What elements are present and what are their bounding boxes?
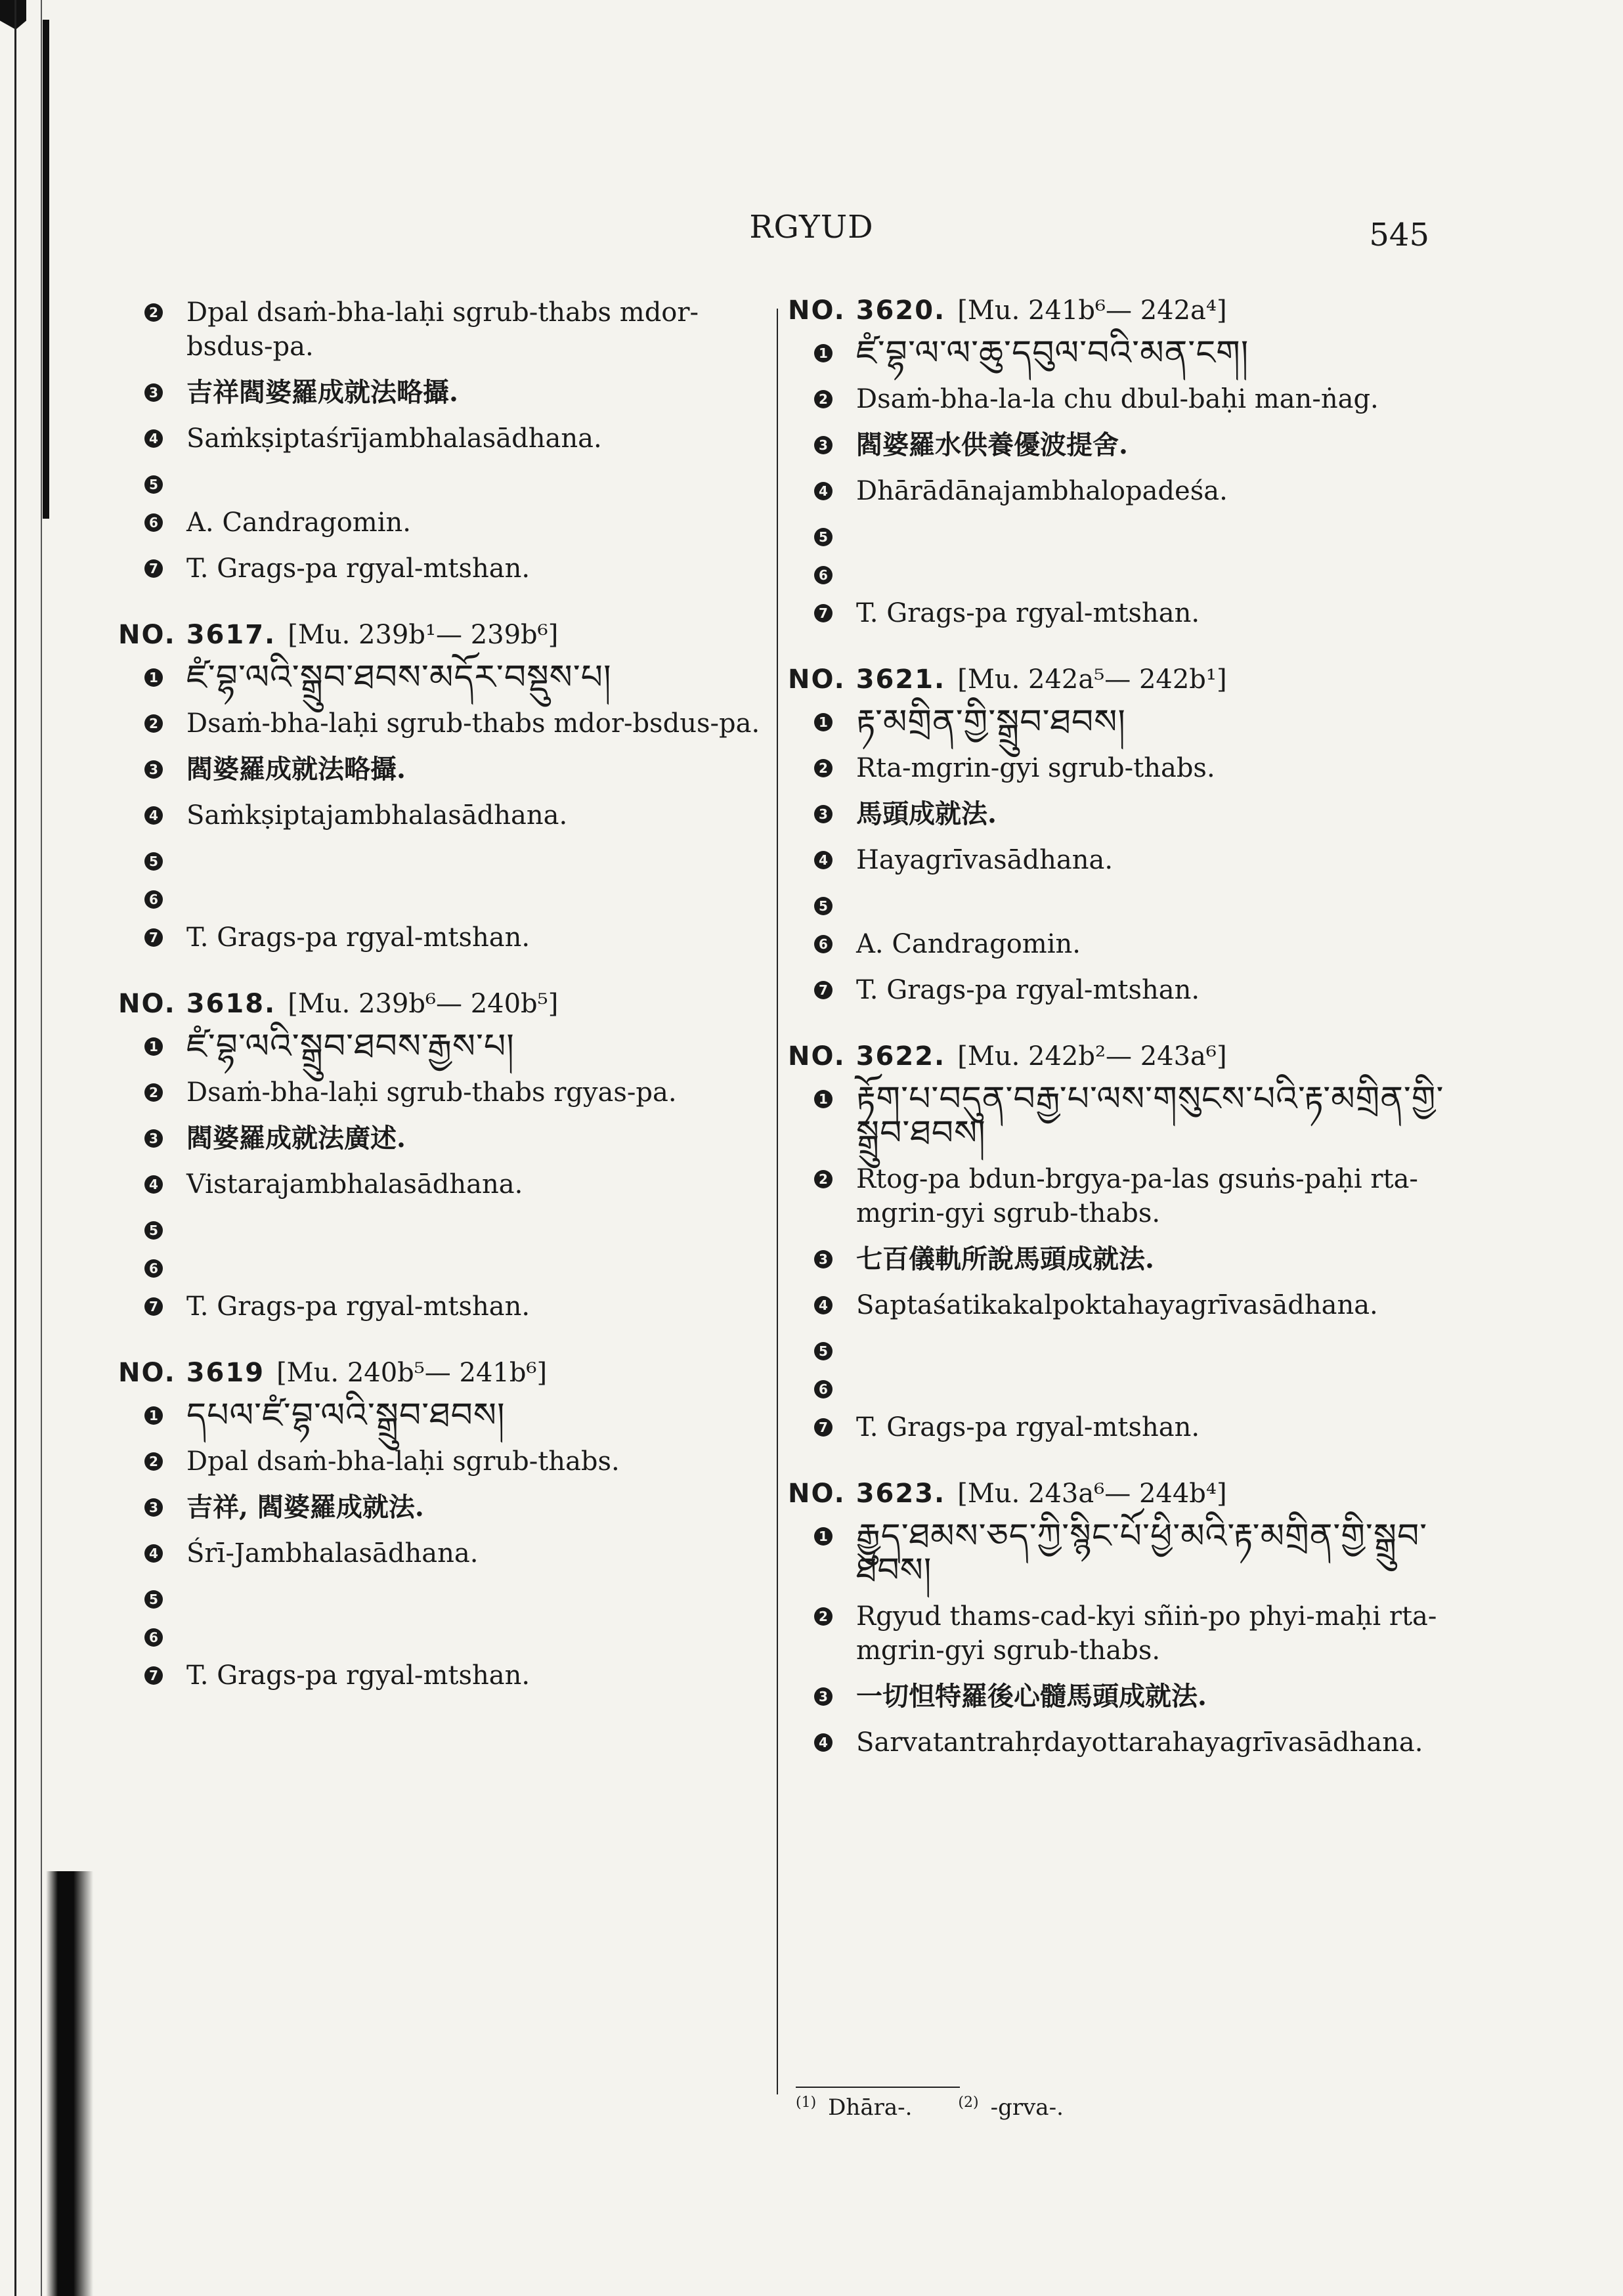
field-text: T. Grags-pa rgyal-mtshan. (186, 1291, 530, 1322)
footnote-text: -grva-. (990, 2094, 1064, 2121)
entry-field (788, 520, 1451, 546)
field-text: T. Grags-pa rgyal-mtshan. (186, 553, 530, 584)
entry-heading (788, 1479, 1451, 1509)
field-number-marker: 5 (814, 897, 833, 915)
entry-field (118, 506, 768, 540)
entry-number: NO. 3621. (788, 664, 946, 695)
field-number-marker: 2 (814, 1170, 833, 1188)
entry-field (788, 1679, 1451, 1714)
entry-field (118, 295, 768, 364)
entry-number: NO. 3622. (788, 1041, 946, 1072)
entry-field (788, 1410, 1451, 1444)
entry-field (788, 889, 1451, 915)
entry-number: NO. 3620. (788, 295, 946, 326)
entry-heading (788, 295, 1451, 326)
entry-field (118, 1582, 768, 1609)
field-number-marker: 6 (814, 935, 833, 953)
entry-field (788, 1162, 1451, 1230)
left-column (118, 295, 768, 1727)
entry-field (118, 1289, 768, 1324)
field-number-marker: 6 (144, 513, 163, 532)
entry-number: NO. 3618. (118, 989, 276, 1019)
binding-shadow-top (43, 20, 49, 519)
field-number-marker: 6 (144, 890, 163, 909)
entry-field (788, 596, 1451, 630)
field-text: T. Grags-pa rgyal-mtshan. (856, 598, 1200, 628)
field-text: Saptaśatikakalpoktahayagrīvasādhana. (856, 1290, 1378, 1320)
footnotes (796, 2094, 1110, 2121)
entry-field (788, 334, 1451, 373)
entry-field (118, 1251, 768, 1278)
entry-field (118, 1167, 768, 1202)
binding-shadow-bottom (46, 1871, 125, 2296)
footnote (796, 2094, 912, 2121)
footnote-text: Dhāra-. (828, 2094, 913, 2121)
entry-field (118, 467, 768, 494)
entry-folio-reference: [Mu. 242b²— 243a⁶] (957, 1041, 1227, 1072)
field-number-marker: 1 (814, 1090, 833, 1108)
entry-folio-reference: [Mu. 240b⁵— 241b⁶] (276, 1358, 548, 1388)
field-number-marker: 2 (814, 759, 833, 777)
running-head: RGYUD (749, 209, 874, 246)
entry-field (118, 552, 768, 586)
field-number-marker: 7 (144, 1297, 163, 1316)
page-edge-line (14, 0, 16, 2296)
field-number-marker: 5 (144, 475, 163, 494)
chinese-title: 閻婆羅成就法略攝. (186, 754, 406, 785)
field-number-marker: 6 (814, 566, 833, 584)
entry-field (788, 1372, 1451, 1398)
field-number-marker: 2 (814, 390, 833, 408)
field-text: Vistarajambhalasādhana. (186, 1169, 523, 1200)
chinese-title: 吉祥, 閻婆羅成就法. (186, 1492, 424, 1523)
tibetan-title: རྟ་མགྲིན་གྱི་སྒྲུབ་ཐབས། (856, 703, 1126, 742)
field-number-marker: 2 (144, 714, 163, 733)
entry-field (788, 382, 1451, 416)
field-number-marker: 6 (144, 1259, 163, 1278)
field-text: T. Grags-pa rgyal-mtshan. (186, 922, 530, 953)
field-text: Rtog-pa bdun-brgya-pa-las gsuṅs-paḥi rta-mgrin-gyi sgrub-thabs. (856, 1164, 1418, 1228)
field-number-marker: 7 (144, 559, 163, 578)
entry-field (788, 1242, 1451, 1276)
entry-field (788, 1334, 1451, 1360)
entry-folio-reference: [Mu. 239b⁶— 240b⁵] (288, 989, 559, 1019)
field-number-marker: 5 (814, 1342, 833, 1360)
field-number-marker: 5 (144, 1221, 163, 1240)
field-number-marker: 7 (144, 928, 163, 947)
chinese-title: 一切怛特羅後心髓馬頭成就法. (856, 1681, 1207, 1712)
entry-field (788, 1519, 1451, 1588)
field-number-marker: 6 (814, 1380, 833, 1398)
field-text: Śrī-Jambhalasādhana. (186, 1538, 479, 1569)
field-number-marker: 5 (144, 1590, 163, 1609)
field-number-marker: 2 (144, 1452, 163, 1471)
field-number-marker: 2 (144, 1083, 163, 1102)
field-number-marker: 6 (144, 1628, 163, 1647)
field-number-marker: 7 (144, 1666, 163, 1685)
entry-field (788, 428, 1451, 462)
entry-field (118, 752, 768, 787)
field-number-marker: 4 (144, 429, 163, 448)
entry-field (118, 844, 768, 871)
field-text: Rta-mgrin-gyi sgrub-thabs. (856, 753, 1215, 783)
entry-field (118, 1029, 768, 1064)
entry-field (788, 1288, 1451, 1322)
field-text: Dsaṁ-bha-la-la chu dbul-baḥi man-ṅag. (856, 384, 1379, 414)
column-divider (777, 309, 778, 2094)
field-number-marker: 7 (814, 981, 833, 999)
page-edge-line-inner (41, 0, 42, 2296)
entry-field (118, 1620, 768, 1647)
entry-field (788, 703, 1451, 742)
field-number-marker: 3 (144, 383, 163, 402)
footnote (958, 2094, 1063, 2121)
field-number-marker: 3 (814, 1250, 833, 1268)
field-number-marker: 7 (814, 604, 833, 622)
entry-folio-reference: [Mu. 243a⁶— 244b⁴] (957, 1479, 1227, 1509)
entry-number: NO. 3617. (118, 620, 276, 650)
entry-field (118, 376, 768, 410)
entry-field (788, 1599, 1451, 1668)
field-text: Dpal dsaṁ-bha-laḥi sgrub-thabs mdor-bsdus-pa. (186, 297, 699, 362)
entry-field (118, 798, 768, 833)
page-number: 545 (1369, 217, 1429, 253)
field-text: Rgyud thams-cad-kyi sñiṅ-po phyi-maḥi rta-mgrin-gyi sgrub-thabs. (856, 1601, 1437, 1666)
field-number-marker: 2 (144, 303, 163, 322)
field-text: A. Candragomin. (186, 508, 411, 538)
entry-field (788, 1725, 1451, 1760)
catalog-entry (788, 664, 1451, 1007)
entry-field (118, 1075, 768, 1110)
entry-heading (788, 664, 1451, 695)
field-number-marker: 1 (144, 1406, 163, 1425)
field-number-marker: 3 (144, 760, 163, 779)
entry-field (788, 1079, 1451, 1153)
entry-field (788, 973, 1451, 1007)
footnote-mark: (2) (958, 2094, 979, 2111)
field-number-marker: 3 (814, 805, 833, 823)
entry-field (118, 882, 768, 909)
entry-field (788, 751, 1451, 785)
entry-field (118, 1490, 768, 1525)
field-number-marker: 4 (814, 851, 833, 869)
tibetan-title: རྟོག་པ་བདུན་བརྒྱ་པ་ལས་གསུངས་པའི་རྟ་མགྲིན་གྱི་སྒྲུབ་ཐབས། (856, 1079, 1444, 1153)
field-number-marker: 5 (814, 528, 833, 546)
field-number-marker: 1 (144, 668, 163, 687)
field-number-marker: 4 (814, 1733, 833, 1752)
field-text: Saṁkṣiptaśrījambhalasādhana. (186, 423, 602, 454)
field-text: Sarvatantrahṛdayottarahayagrīvasādhana. (856, 1727, 1423, 1758)
field-number-marker: 3 (814, 1687, 833, 1706)
entry-field (788, 797, 1451, 831)
entry-field (788, 927, 1451, 961)
entry-field (788, 474, 1451, 508)
entry-field (118, 1536, 768, 1570)
field-number-marker: 3 (814, 436, 833, 454)
chinese-title: 七百儀軌所說馬頭成就法. (856, 1244, 1154, 1274)
field-number-marker: 5 (144, 852, 163, 871)
field-text: Dsaṁ-bha-laḥi sgrub-thabs rgyas-pa. (186, 1077, 677, 1108)
entry-heading (788, 1041, 1451, 1072)
field-number-marker: 3 (144, 1129, 163, 1148)
tibetan-title: ཛཾ་བྷ་ལ་ལ་ཆུ་དབུལ་བའི་མན་ངག། (856, 334, 1249, 373)
field-number-marker: 4 (144, 806, 163, 825)
entry-heading (118, 620, 768, 650)
binding-mark (0, 0, 26, 30)
footnote-mark: (1) (796, 2094, 817, 2111)
entry-folio-reference: [Mu. 239b¹— 239b⁶] (288, 620, 559, 650)
entry-field (118, 422, 768, 456)
entry-field (118, 658, 768, 697)
field-text: T. Grags-pa rgyal-mtshan. (856, 1412, 1200, 1442)
tibetan-title: ཛཾ་བྷ་ལའི་སྒྲུབ་ཐབས་མདོར་བསྡུས་པ། (186, 658, 612, 697)
field-number-marker: 1 (814, 344, 833, 362)
field-number-marker: 7 (814, 1418, 833, 1437)
entry-field (118, 706, 768, 741)
field-text: T. Grags-pa rgyal-mtshan. (186, 1660, 530, 1691)
field-text: A. Candragomin. (856, 929, 1081, 959)
field-number-marker: 4 (814, 482, 833, 500)
field-text: Dpal dsaṁ-bha-laḥi sgrub-thabs. (186, 1446, 620, 1477)
catalog-entry (118, 295, 768, 586)
chinese-title: 閻婆羅成就法廣述. (186, 1123, 406, 1154)
entry-field (788, 843, 1451, 877)
chinese-title: 吉祥閻婆羅成就法略攝. (186, 377, 458, 408)
tibetan-title: ཛཾ་བྷ་ལའི་སྒྲུབ་ཐབས་རྒྱས་པ། (186, 1027, 515, 1066)
catalog-entry (788, 1041, 1451, 1444)
catalog-entry (118, 620, 768, 955)
right-column (788, 295, 1451, 1794)
field-number-marker: 1 (144, 1037, 163, 1056)
catalog-entry (118, 989, 768, 1324)
entry-folio-reference: [Mu. 241b⁶— 242a⁴] (957, 295, 1227, 326)
chinese-title: 馬頭成就法. (856, 798, 997, 829)
field-number-marker: 4 (144, 1175, 163, 1194)
entry-folio-reference: [Mu. 242a⁵— 242b¹] (957, 664, 1227, 695)
field-number-marker: 1 (814, 1527, 833, 1546)
entry-number: NO. 3619 (118, 1358, 265, 1388)
entry-field (118, 921, 768, 955)
catalog-entry (118, 1358, 768, 1693)
entry-number: NO. 3623. (788, 1479, 946, 1509)
catalog-entry (788, 295, 1451, 630)
entry-heading (118, 1358, 768, 1388)
field-text: Dhārādānajambhalopadeśa. (856, 476, 1228, 506)
catalog-entry (788, 1479, 1451, 1760)
field-text: Saṁkṣiptajambhalasādhana. (186, 800, 568, 831)
tibetan-title: དཔལ་ཛཾ་བྷ་ལའི་སྒྲུབ་ཐབས། (186, 1396, 506, 1435)
field-number-marker: 2 (814, 1607, 833, 1626)
entry-field (118, 1398, 768, 1433)
field-text: Dsaṁ-bha-laḥi sgrub-thabs mdor-bsdus-pa. (186, 708, 760, 739)
chinese-title: 閻婆羅水供養優波提舍. (856, 429, 1128, 460)
entry-field (118, 1658, 768, 1693)
entry-heading (118, 989, 768, 1019)
field-text: T. Grags-pa rgyal-mtshan. (856, 975, 1200, 1005)
footnote-rule (796, 2087, 960, 2088)
entry-field (118, 1213, 768, 1240)
field-text: Hayagrīvasādhana. (856, 845, 1114, 875)
field-number-marker: 3 (144, 1498, 163, 1517)
entry-field (118, 1121, 768, 1156)
entry-field (788, 558, 1451, 584)
field-number-marker: 1 (814, 713, 833, 731)
entry-field (118, 1444, 768, 1479)
field-number-marker: 4 (144, 1544, 163, 1563)
field-number-marker: 4 (814, 1296, 833, 1314)
tibetan-title: རྒྱུད་ཐམས་ཅད་ཀྱི་སྙིང་པོ་ཕྱི་མའི་རྟ་མགྲིན་གྱི་སྒྲུབ་ཐབས། (856, 1517, 1428, 1590)
